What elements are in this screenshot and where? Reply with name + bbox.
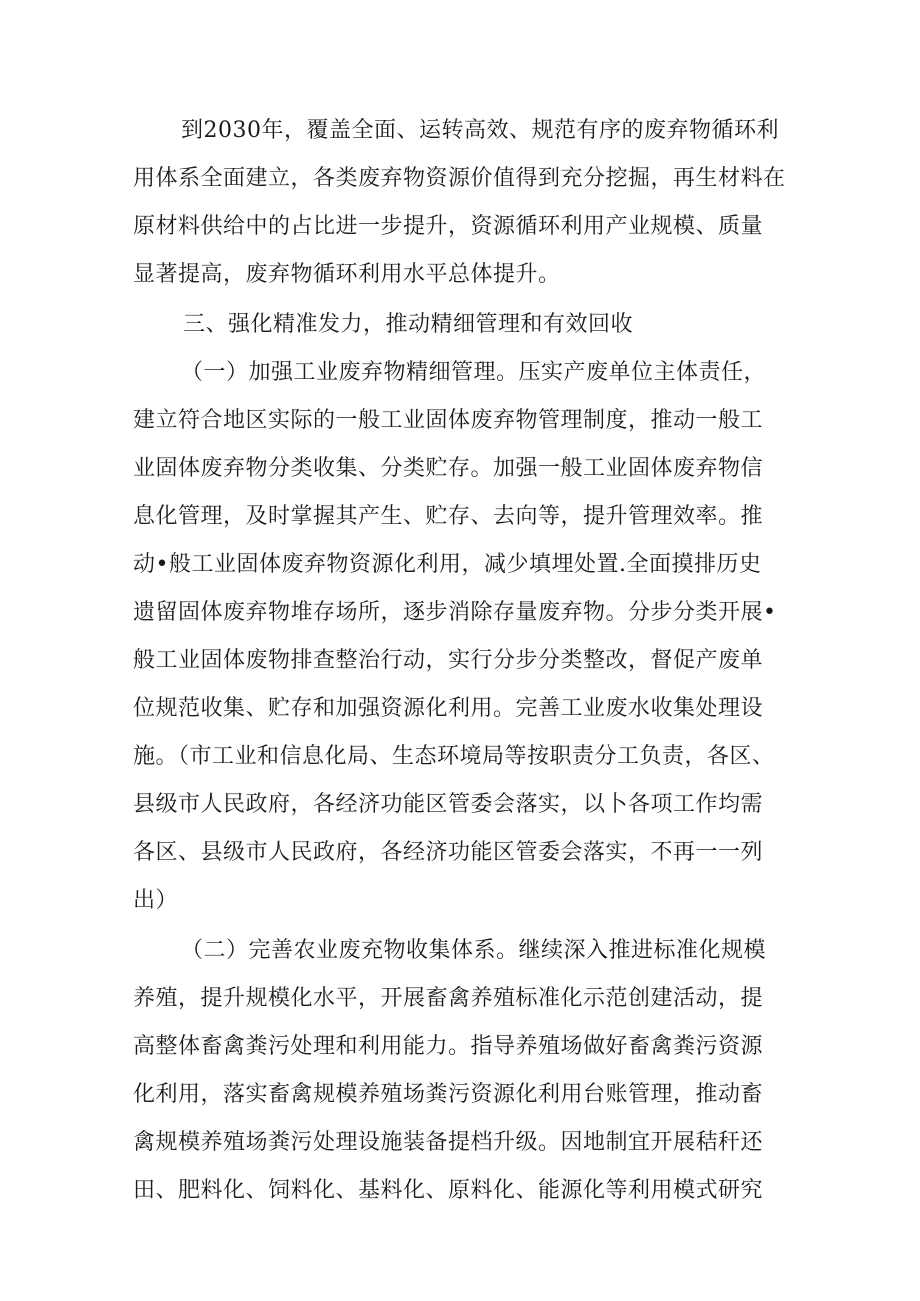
paragraph-line: 显著提高，废弃物循环利用水平总体提升。 <box>133 262 561 287</box>
paragraph-line: 各区、县级市人民政府，各经济功能区管委会落实，不再一一列 <box>133 840 764 865</box>
paragraph-line: 原材料供给中的占比进一步提升，资源循环利用产业规模、质量 <box>133 214 764 239</box>
paragraph-line: 禽规模养殖场粪污处理设施装备提档升级。因地制宜开展秸秆还 <box>133 1130 764 1155</box>
paragraph-agricultural-waste <box>133 927 793 1215</box>
paragraph-line: （二）完善农业废充物收集体系。继续深入推进标准化规模 <box>181 938 767 963</box>
section-heading: 三、强化精准发力，推动精细管理和有效回收 <box>183 312 634 337</box>
paragraph-line: 用体系全面建立，各类废弃物资源价值得到充分挖掘，再生材料在 <box>133 166 786 191</box>
paragraph-line: 到2030年，覆盖全面、运转高效、规范有序的废弃物循环利 <box>181 118 779 143</box>
paragraph-line: 般工业固体废物排查整治行动，实行分步分类整改，督促产废单 <box>133 648 764 673</box>
paragraph-line: 高整体畜禽粪污处理和利用能力。指导养殖场做好畜禽粪污资源 <box>133 1034 764 1059</box>
paragraph-line: （一）加强工业废弃物精细管理。压实产废单位主体责任， <box>181 360 767 385</box>
paragraph-line: 养殖，提升规模化水平，开展畜禽养殖标准化示范创建活动，提 <box>133 986 764 1011</box>
paragraph-line: 遗留固体废弃物堆存场所，逐步消除存量废弃物。分步分类开展• <box>133 600 777 625</box>
paragraph-line: 施。（市工业和信息化局、生态环境局等按职责分工负责，各区、 <box>133 744 775 769</box>
paragraph-line: 建立符合地区实际的一般工业固体废弃物管理制度，推动一般工 <box>133 408 764 433</box>
paragraph-line: 出） <box>133 888 179 913</box>
paragraph-line: 业固体废弃物分类收集、分类贮存。加强一般工业固体废弃物信 <box>133 456 764 481</box>
paragraph-line: 息化管理，及时掌握其产生、贮存、去向等，提升管理效率。推 <box>133 504 764 529</box>
paragraph-line: 县级市人民政府，各经济功能区管委会落实，以卜各项工作均需 <box>133 792 764 817</box>
paragraph-industrial-waste <box>133 349 793 925</box>
paragraph-2030-goals <box>133 107 793 299</box>
paragraph-line: 位规范收集、贮存和加强资源化利用。完善工业废水收集处理设 <box>133 696 764 721</box>
paragraph-line: 田、肥料化、饲料化、基料化、原料化、能源化等利用模式研究 <box>133 1178 764 1203</box>
section-heading-block <box>133 301 793 349</box>
paragraph-line: 化利用，落实畜禽规模养殖场粪污资源化利用台账管理，推动畜 <box>133 1082 764 1107</box>
paragraph-line: 动•般工业固体废弃物资源化利用，减少填埋处置.全面摸排历史 <box>133 552 762 577</box>
